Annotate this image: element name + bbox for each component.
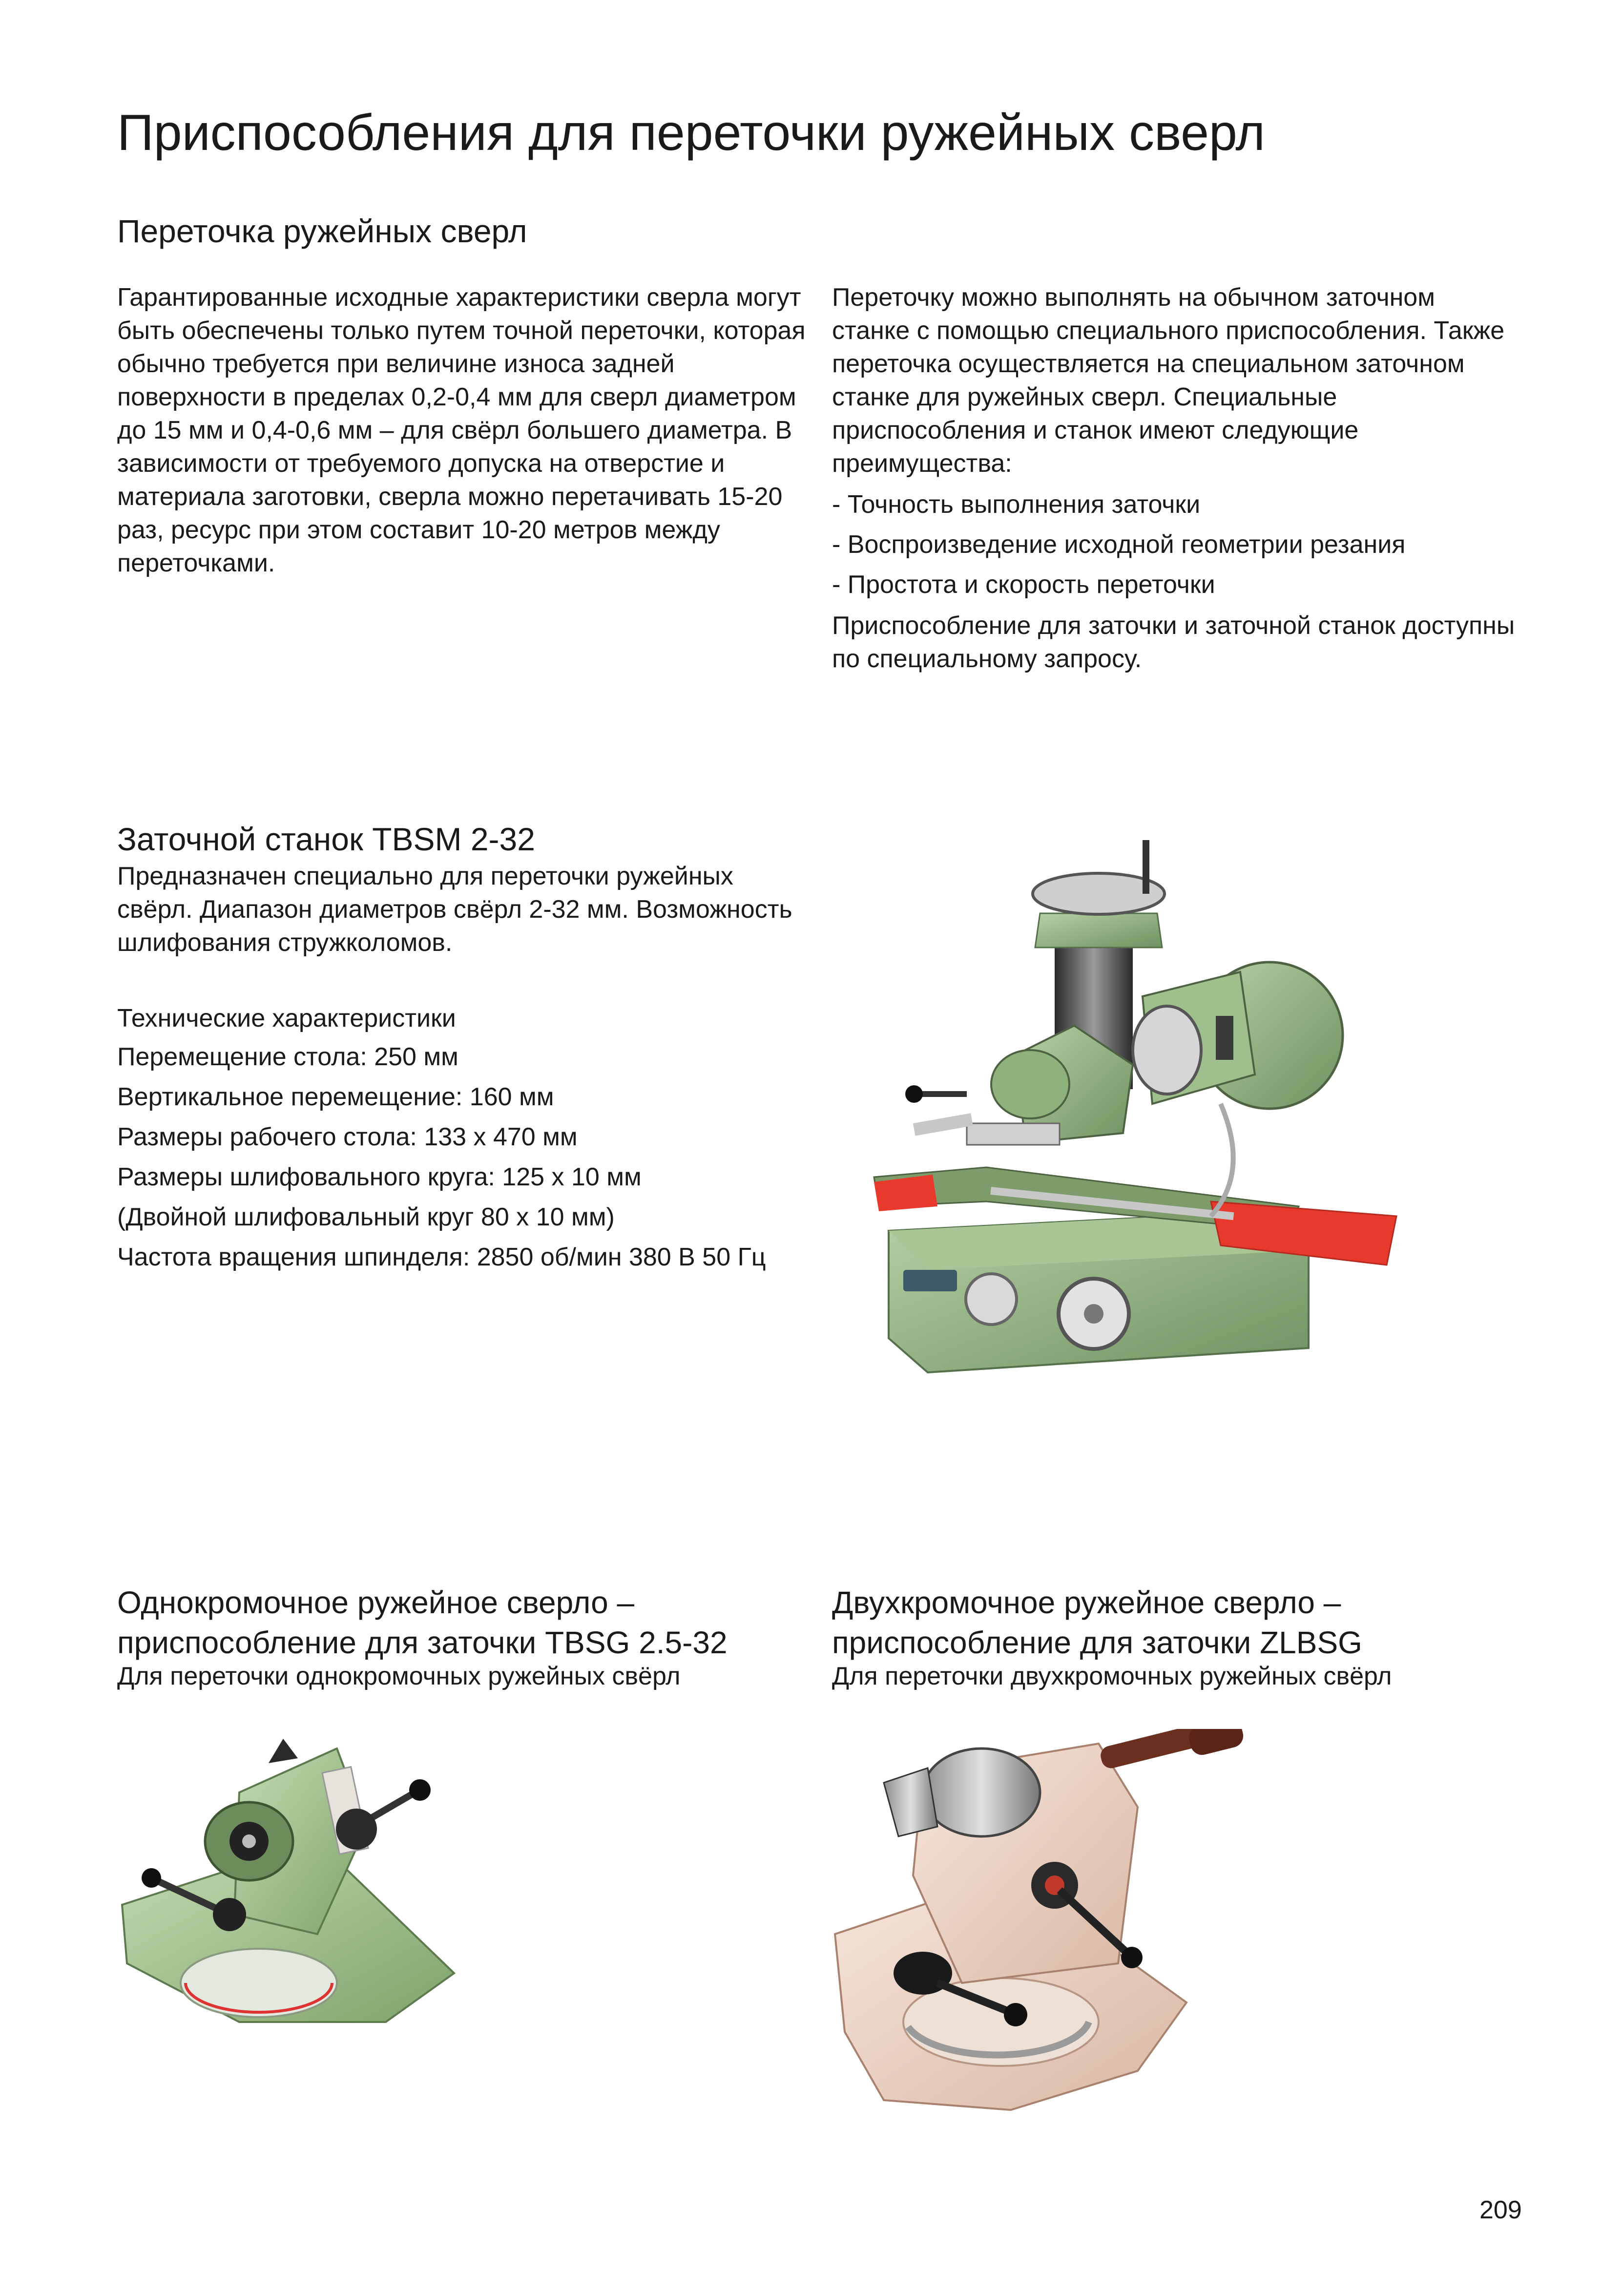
specs-heading: Технические характеристики <box>117 1004 456 1032</box>
page-title: Приспособления для переточки ружейных сверл <box>117 105 1265 161</box>
advantage-item: - Простота и скорость переточки <box>832 570 1215 599</box>
single-edge-fixture-title: Однокромочное ружейное сверло – приспособление для заточки TBSG 2.5-32 <box>117 1585 728 1660</box>
specs-list <box>117 1040 811 1281</box>
machine-title: Заточной станок TBSM 2-32 <box>117 821 535 857</box>
regrinding-right-intro: Переточку можно выполнять на обычном заточном станке с помощью специального приспособления. Также переточка осуществляется на специальном заточном станке для ружейных сверл. Специальные приспособления и станок имеют следующие преимущества: <box>832 283 1505 478</box>
regrinding-right-outro: Приспособление для заточки и заточной станок доступны по специальному запросу. <box>832 611 1515 673</box>
spec-item: Частота вращения шпинделя: 2850 об/мин 380 В 50 Гц <box>117 1243 766 1271</box>
double-edge-fixture-subtitle: Для переточки двухкромочных ружейных свёрл <box>832 1662 1392 1690</box>
spec-item: Размеры шлифовального круга: 125 x 10 мм <box>117 1163 642 1191</box>
single-edge-fixture-subtitle: Для переточки однокромочных ружейных свёрл <box>117 1662 681 1690</box>
grinding-machine-image <box>869 830 1416 1407</box>
spec-item: Вертикальное перемещение: 160 мм <box>117 1083 554 1111</box>
section-heading-regrinding: Переточка ружейных сверл <box>117 213 527 249</box>
double-edge-fixture-title: Двухкромочное ружейное сверло – приспособление для заточки ZLBSG <box>832 1585 1362 1660</box>
page-number: 209 <box>1479 2196 1522 2224</box>
spec-item: Перемещение стола: 250 мм <box>117 1043 458 1071</box>
single-edge-fixture-image <box>112 1729 503 2032</box>
double-edge-fixture-image <box>825 1729 1313 2120</box>
regrinding-left-text: Гарантированные исходные характеристики сверла могут быть обеспечены только путем точной переточки, которая обычно требуется при величине износа задней поверхности в пределах 0,2-0,4 мм для сверл диаметром до 15 мм и 0,4-0,6 мм – для свёрл большего диаметра. В зависимости от требуемого допуска на отверстие и материала заготовки, сверла можно перетачивать 15-20 раз, ресурс при этом составит 10-20 метров между переточками. <box>117 283 806 577</box>
advantage-item: - Точность выполнения заточки <box>832 490 1201 519</box>
spec-item: (Двойной шлифовальный круг 80 x 10 мм) <box>117 1203 615 1231</box>
machine-description: Предназначен специально для переточки ружейных свёрл. Диапазон диаметров свёрл 2-32 мм. Возможность шлифования стружколомов. <box>117 862 792 957</box>
spec-item: Размеры рабочего стола: 133 x 470 мм <box>117 1123 578 1151</box>
regrinding-right-column <box>832 281 1516 675</box>
advantage-item: - Воспроизведение исходной геометрии резания <box>832 530 1406 559</box>
advantages-list <box>832 488 1516 601</box>
